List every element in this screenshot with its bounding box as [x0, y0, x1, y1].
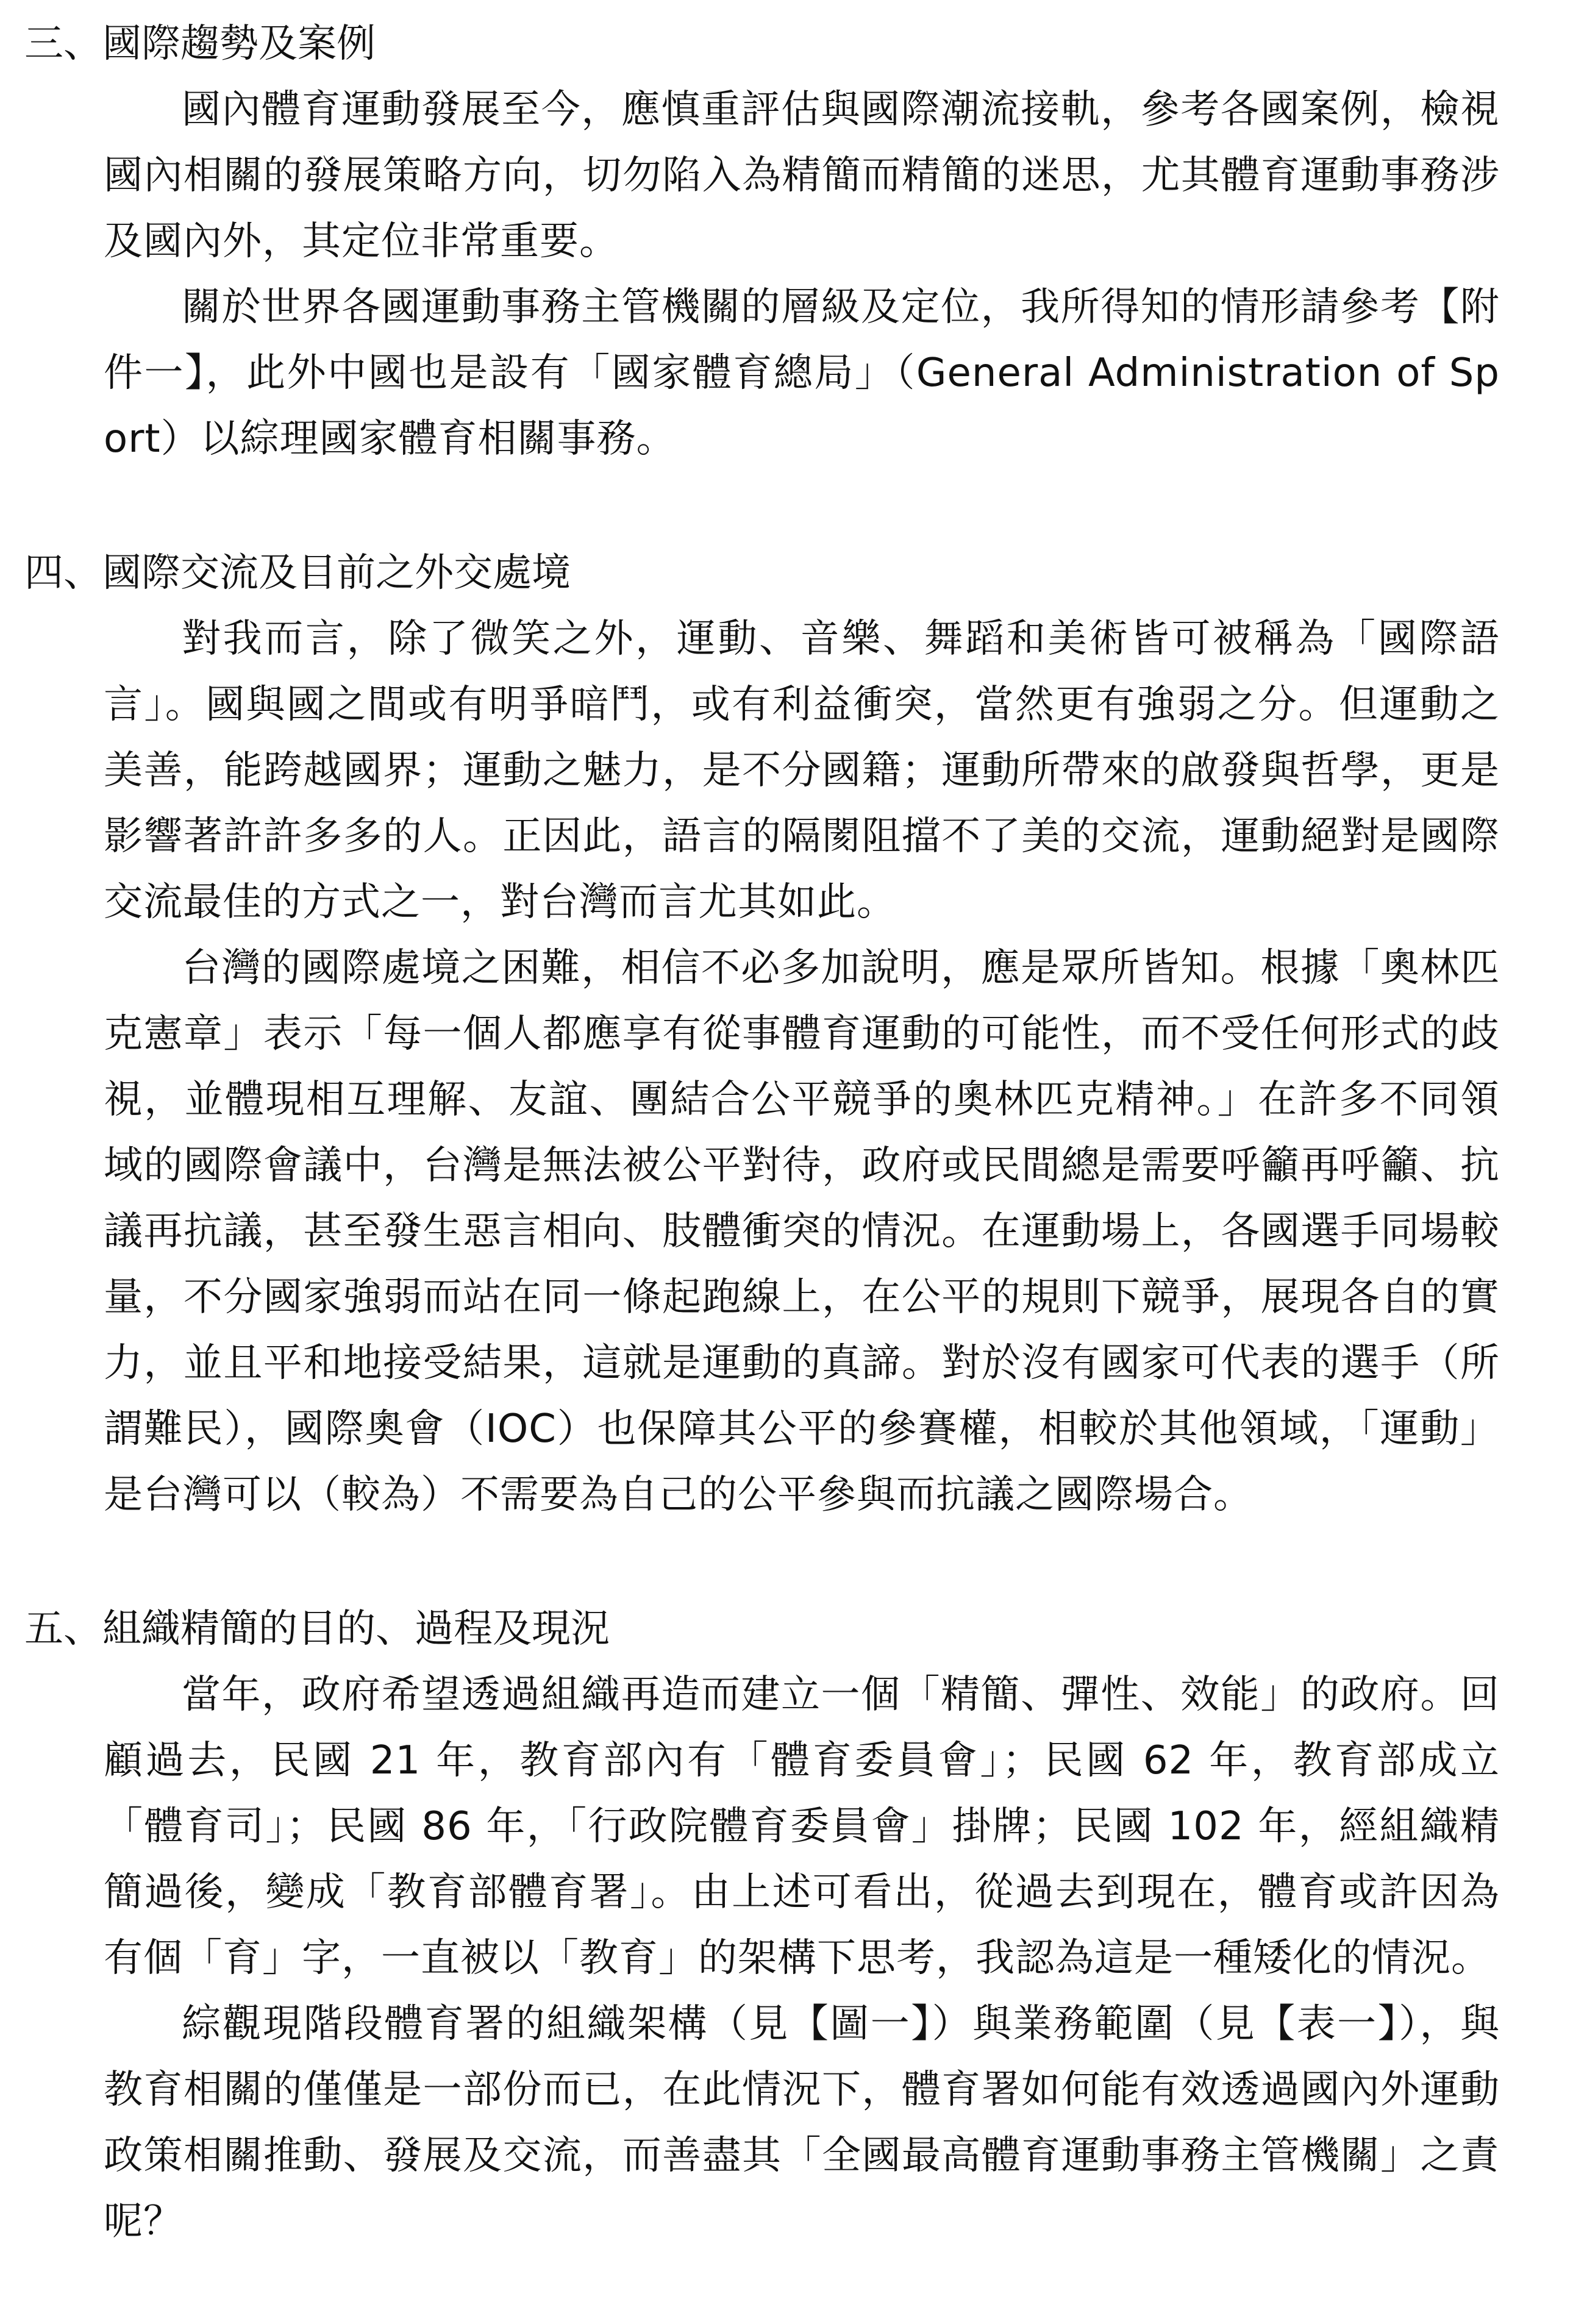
paragraph: 關於世界各國運動事務主管機關的層級及定位，我所得知的情形請參考【附件一】，此外中國也是設有「國家體育總局」（General Administration of Sport）以綜理國家體育相關事務。: [104, 285, 1500, 462]
section-organization-streamlining: [0, 1596, 1587, 2254]
section-heading: 四、國際交流及目前之外交處境: [24, 551, 571, 596]
paragraph: 台灣的國際處境之困難，相信不必多加說明，應是眾所皆知。根據「奧林匹克憲章」表示「每一個人都應享有從事體育運動的可能性，而不受任何形式的歧視，並體現相互理解、友誼、團結合公平競爭的奧林匹克精神。」在許多不同領域的國際會議中，台灣是無法被公平對待，政府或民間總是需要呼籲再呼籲、抗議再抗議，甚至發生惡言相向、肢體衝突的情況。在運動場上，各國選手同場較量，不分國家強弱而站在同一條起跑線上，在公平的規則下競爭，展現各自的實力，並且平和地接受結果，這就是運動的真諦。對於沒有國家可代表的選手（所謂難民），國際奧會（IOC）也保障其公平的參賽權，相較於其他領域，「運動」是台灣可以（較為）不需要為自己的公平參與而抗議之國際場合。: [104, 946, 1500, 1517]
paragraph: 綜觀現階段體育署的組織架構（見【圖一】）與業務範圍（見【表一】），與教育相關的僅僅是一部份而已，在此情況下，體育署如何能有效透過國內外運動政策相關推動、發展及交流，而善盡其「全國最高體育運動事務主管機關」之責呢？: [104, 2001, 1500, 2244]
paragraph: 國內體育運動發展至今，應慎重評估與國際潮流接軌，參考各國案例，檢視國內相關的發展策略方向，切勿陷入為精簡而精簡的迷思，尤其體育運動事務涉及國內外，其定位非常重要。: [104, 87, 1500, 264]
section-gap: [0, 472, 1587, 540]
section-international-trends: [0, 11, 1587, 472]
section-gap: [0, 1528, 1587, 1596]
paragraph: 當年，政府希望透過組織再造而建立一個「精簡、彈性、效能」的政府。回顧過去，民國 21 年，教育部內有「體育委員會」；民國 62 年，教育部成立「體育司」；民國 86 年，「行政院體育委員會」掛牌；民國 102 年，經組織精簡過後，變成「教育部體育署」。由上述可看出，從過去到現在，體育或許因為有個「育」字，一直被以「教育」的架構下思考，我認為這是一種矮化的情況。: [104, 1672, 1500, 1981]
paragraph: 對我而言，除了微笑之外，運動、音樂、舞蹈和美術皆可被稱為「國際語言」。國與國之間或有明爭暗鬥，或有利益衝突，當然更有強弱之分。但運動之美善，能跨越國界；運動之魅力，是不分國籍；運動所帶來的啟發與哲學，更是影響著許許多多的人。正因此，語言的隔閡阻擋不了美的交流，運動絕對是國際交流最佳的方式之一，對台灣而言尤其如此。: [104, 616, 1500, 925]
section-heading: 五、組織精簡的目的、過程及現況: [24, 1606, 610, 1652]
section-heading: 三、國際趨勢及案例: [24, 21, 376, 66]
section-international-exchange: [0, 540, 1587, 1528]
